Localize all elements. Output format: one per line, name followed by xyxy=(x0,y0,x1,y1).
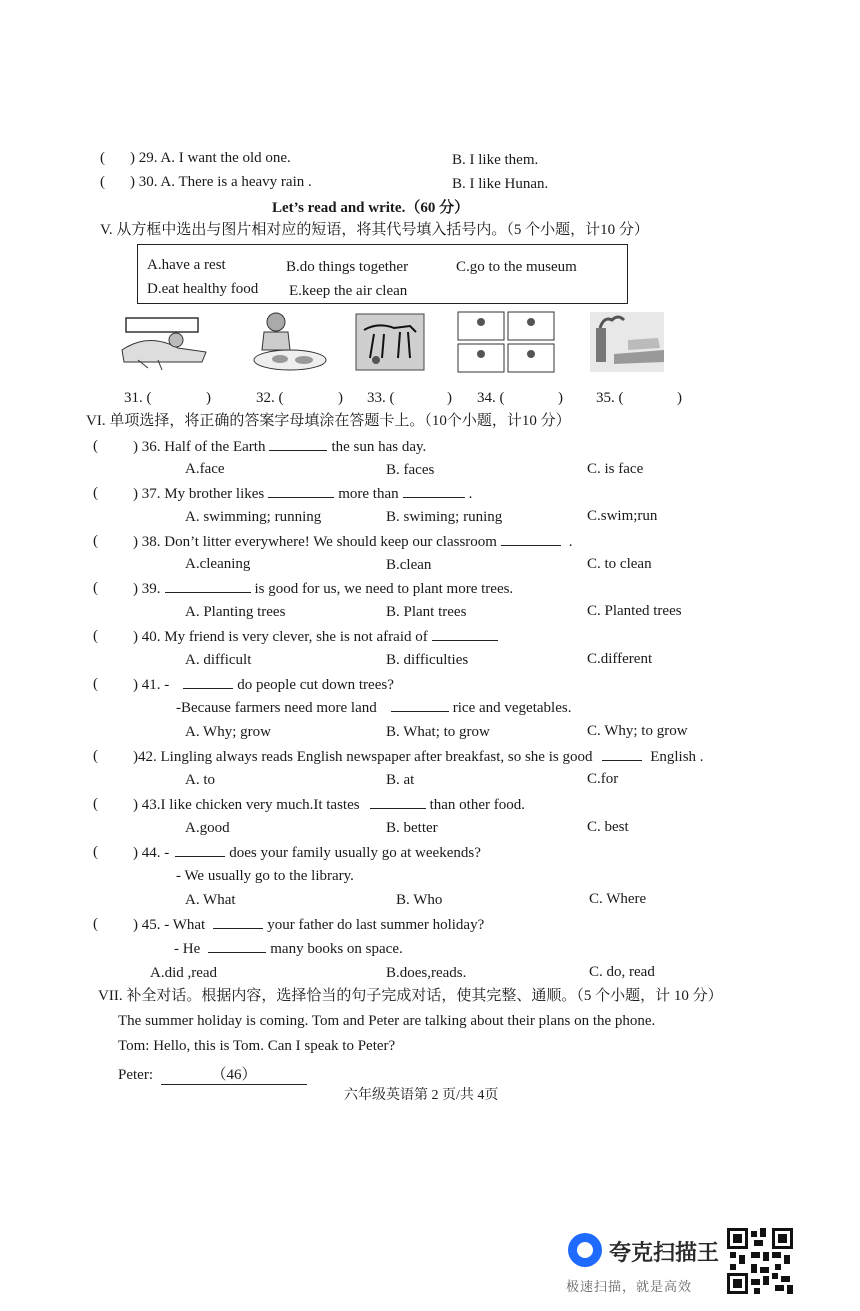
q37-option-c: C.swim;run xyxy=(587,508,658,524)
section-7-title: VII. 补全对话。根据内容，选择恰当的句子完成对话，使其完整、通顺。（5 个小题，计 10 分） xyxy=(98,988,723,1004)
answer-35: 35. ( xyxy=(596,390,624,406)
q38-option-c: C. to clean xyxy=(587,556,652,572)
question-41: ) 41. - do people cut down trees? xyxy=(133,677,394,693)
answer-33-close: ) xyxy=(447,390,452,406)
q37-option-b: B. swiming; runing xyxy=(386,509,503,525)
q41-option-b: B. What; to grow xyxy=(386,724,490,740)
q36-option-a: A.face xyxy=(185,461,225,477)
question-30: ) 30. A. There is a heavy rain . xyxy=(130,174,312,190)
answer-paren: ( xyxy=(100,174,105,190)
answer-31: 31. ( xyxy=(124,390,152,406)
answer-paren: ( xyxy=(93,844,98,860)
answer-paren: ( xyxy=(100,150,105,166)
answer-32-close: ) xyxy=(338,390,343,406)
section-5-title: V. 从方框中选出与图片相对应的短语，将其代号填入括号内。（5 个小题，计10 分） xyxy=(100,222,649,238)
option-c: C.go to the museum xyxy=(456,259,577,275)
q39-option-c: C. Planted trees xyxy=(587,603,682,619)
answer-35-close: ) xyxy=(677,390,682,406)
answer-paren: ( xyxy=(93,796,98,812)
q42-option-b: B. at xyxy=(386,772,415,788)
answer-paren: ( xyxy=(93,916,98,932)
question-44: ) 44. - does your family usually go at weekends? xyxy=(133,845,481,861)
dialog-intro: The summer holiday is coming. Tom and Peter are talking about their plans on the phone. xyxy=(118,1013,656,1029)
q39-option-b: B. Plant trees xyxy=(386,604,467,620)
q45-option-c: C. do, read xyxy=(589,964,655,980)
answer-33: 33. ( xyxy=(367,390,395,406)
option-b: B.do things together xyxy=(286,259,409,275)
question-38: ) 38. Don’t litter everywhere! We should keep our classroom . xyxy=(133,534,573,550)
q36-option-c: C. is face xyxy=(587,461,644,477)
watermark-brand: 夸克扫描王 xyxy=(609,1241,720,1266)
answer-paren: ( xyxy=(93,485,98,501)
q43-option-b: B. better xyxy=(386,820,438,836)
q44-option-b: B. Who xyxy=(396,892,443,908)
question-42: )42. Lingling always reads English newspaper after breakfast, so she is good English . xyxy=(133,749,704,765)
q45-option-b: B.does,reads. xyxy=(386,965,467,981)
q42-option-a: A. to xyxy=(185,772,215,788)
question-45: ) 45. - What your father do last summer holiday? xyxy=(133,917,485,933)
blank-46: （46） xyxy=(161,1066,307,1085)
dialog-peter: Peter: （46） xyxy=(118,1066,307,1085)
answer-paren: ( xyxy=(93,580,98,596)
answer-32: 32. ( xyxy=(256,390,284,406)
watermark-slogan: 极速扫描，就是高效 xyxy=(566,1280,693,1295)
option-e: E.keep the air clean xyxy=(289,283,408,299)
q40-option-b: B. difficulties xyxy=(386,652,469,668)
section-read-title: Let’s read and write.（60 分） xyxy=(272,200,470,216)
q43-option-c: C. best xyxy=(587,819,629,835)
question-41-line2: -Because farmers need more land rice and vegetables. xyxy=(176,700,572,716)
question-36: ) 36. Half of the Earth the sun has day. xyxy=(133,439,427,455)
option-d: D.eat healthy food xyxy=(147,281,259,297)
picture-air xyxy=(588,310,666,374)
q36-option-b: B. faces xyxy=(386,462,435,478)
q30-option-b: B. I like Hunan. xyxy=(452,176,549,192)
question-44-line2: - We usually go to the library. xyxy=(176,868,354,884)
page-footer: 六年级英语第 2 页/共 4页 xyxy=(344,1088,499,1103)
q37-option-a: A. swimming; running xyxy=(185,509,322,525)
q45-option-a: A.did ,read xyxy=(150,965,218,981)
q42-option-c: C.for xyxy=(587,771,619,787)
answer-paren: ( xyxy=(93,676,98,692)
answer-31-close: ) xyxy=(206,390,211,406)
question-29: ) 29. A. I want the old one. xyxy=(130,150,291,166)
answer-paren: ( xyxy=(93,628,98,644)
q40-option-a: A. difficult xyxy=(185,652,252,668)
picture-museum xyxy=(354,310,426,374)
qr-code-icon xyxy=(727,1228,793,1294)
q38-option-b: B.clean xyxy=(386,557,432,573)
dialog-tom: Tom: Hello, this is Tom. Can I speak to Peter? xyxy=(118,1038,396,1054)
question-40: ) 40. My friend is very clever, she is not afraid of xyxy=(133,627,502,646)
question-43: ) 43.I like chicken very much.It tastes than other food. xyxy=(133,797,525,813)
option-a: A.have a rest xyxy=(147,257,226,273)
picture-eat xyxy=(250,310,330,374)
answer-paren: ( xyxy=(93,748,98,764)
q41-option-c: C. Why; to grow xyxy=(587,723,688,739)
question-45-line2: - He many books on space. xyxy=(174,941,403,957)
q29-option-b: B. I like them. xyxy=(452,152,539,168)
answer-34-close: ) xyxy=(558,390,563,406)
quark-logo-icon xyxy=(568,1233,602,1267)
q38-option-a: A.cleaning xyxy=(185,556,251,572)
q39-option-a: A. Planting trees xyxy=(185,604,286,620)
picture-together xyxy=(456,310,556,374)
section-6-title: VI. 单项选择，将正确的答案字母填涂在答题卡上。（10个小题，计10 分） xyxy=(86,413,571,429)
q43-option-a: A.good xyxy=(185,820,230,836)
question-37: ) 37. My brother likes more than . xyxy=(133,486,473,502)
answer-34: 34. ( xyxy=(477,390,505,406)
answer-paren: ( xyxy=(93,438,98,454)
q44-option-a: A. What xyxy=(185,892,236,908)
q44-option-c: C. Where xyxy=(589,891,647,907)
q41-option-a: A. Why; grow xyxy=(185,724,271,740)
answer-paren: ( xyxy=(93,533,98,549)
question-39: ) 39. is good for us, we need to plant more trees. xyxy=(133,581,514,597)
picture-rest xyxy=(118,310,210,374)
q40-option-c: C.different xyxy=(587,651,653,667)
